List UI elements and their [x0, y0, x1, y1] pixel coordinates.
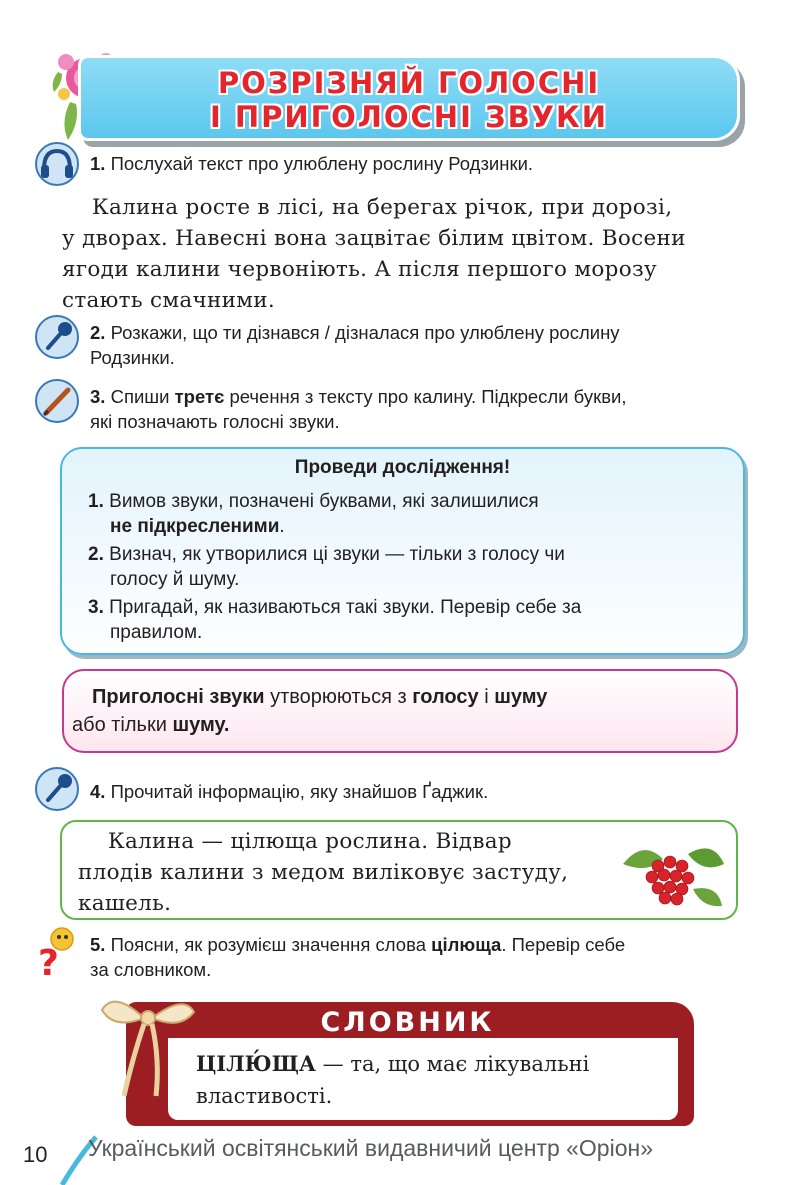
research-item-3	[88, 595, 728, 645]
research-box	[60, 447, 745, 655]
headphones-icon	[34, 141, 80, 187]
task-3-bold: третє	[174, 386, 225, 407]
rule-bold-4: шуму.	[172, 714, 230, 736]
pen-icon	[34, 378, 80, 424]
viburnum-berries-image	[618, 834, 728, 910]
rule-box	[62, 669, 738, 753]
research-item-1-tail: .	[279, 516, 285, 537]
page-number: 10	[23, 1142, 48, 1167]
rule-bold-3: шуму	[494, 686, 548, 708]
rule-bold-1: Приголосні звуки	[92, 686, 265, 708]
research-title: Проведи дослідження!	[294, 457, 511, 478]
research-item-1-number: 1.	[88, 491, 104, 512]
task-1-number: 1.	[90, 153, 106, 174]
dictionary-definition-line1: — та, що має лікувальні	[322, 1052, 590, 1076]
research-item-3-number: 3.	[88, 597, 104, 618]
rule-text-3: або тільки	[72, 714, 167, 736]
microphone-icon	[34, 766, 80, 812]
research-item-1	[88, 489, 728, 539]
task-4-text: Прочитай інформацію, яку знайшов Ґаджик.	[110, 781, 489, 802]
research-item-3-line2: правилом.	[110, 622, 203, 643]
research-item-2-text: Визнач, як утворилися ці звуки — тільки з голосу чи	[109, 544, 565, 565]
task-5-post: . Перевір себе	[501, 934, 626, 955]
story-line-3: ягоди калини червоніють. А після першого морозу	[62, 257, 657, 282]
task-5-bold: цілюща	[431, 934, 502, 955]
dictionary-definition-line2: властивості.	[196, 1084, 333, 1108]
task-5-pre: Поясни, як розумієш значення слова	[110, 934, 426, 955]
dictionary-term: ЦІЛЮ́ЩА	[196, 1051, 316, 1076]
task-3-line2: які позначають голосні звуки.	[90, 411, 340, 432]
rule-text-2: і	[484, 686, 489, 708]
task-1	[90, 151, 533, 176]
task-3-post: речення з тексту про калину. Підкресли букви,	[229, 386, 627, 407]
microphone-icon	[34, 314, 80, 360]
page-title-line2: І ПРИГОЛОСНІ ЗВУКИ	[209, 100, 609, 134]
info-line-3: кашель.	[78, 891, 172, 916]
task-5-line2: за словником.	[90, 959, 212, 980]
research-item-2	[88, 542, 728, 592]
title-banner	[78, 55, 740, 141]
research-item-1-bold: не підкресленими	[110, 516, 280, 537]
story-line-4: стають смачними.	[62, 288, 276, 313]
task-2-line1: Розкажи, що ти дізнався / дізналася про улюблену рослину	[110, 322, 620, 343]
research-item-2-number: 2.	[88, 544, 104, 565]
task-2	[90, 320, 620, 345]
task-5	[90, 932, 625, 957]
task-2-number: 2.	[90, 322, 106, 343]
task-1-text: Послухай текст про улюблену рослину Родзинки.	[110, 153, 534, 174]
task-3-number: 3.	[90, 386, 106, 407]
publisher-name: Український освітянський видавничий центр «Оріон»	[88, 1135, 653, 1161]
research-item-3-text: Пригадай, як називаються такі звуки. Перевір себе за	[109, 597, 582, 618]
task-2-line2: Родзинки.	[90, 347, 175, 368]
task-5-number: 5.	[90, 934, 106, 955]
rule-bold-2: голосу	[412, 686, 479, 708]
page-title-line1: РОЗРІЗНЯЙ ГОЛОСНІ	[217, 66, 601, 100]
task-4-number: 4.	[90, 781, 106, 802]
info-box	[60, 820, 738, 920]
story-line-1: Калина росте в лісі, на берегах річок, при дорозі,	[92, 195, 673, 220]
ribbon-bow-icon	[94, 990, 204, 1100]
task-3	[90, 384, 627, 409]
task-3-pre: Спиши	[110, 386, 170, 407]
info-line-2: плодів калини з медом виліковує застуду,	[78, 860, 569, 885]
question-icon	[34, 925, 80, 979]
rule-text-1: утворюються з	[270, 686, 407, 708]
svg-text:?: ?	[38, 943, 59, 979]
task-4	[90, 779, 488, 804]
info-line-1: Калина — цілюща рослина. Відвар	[108, 829, 512, 854]
rule-text	[72, 683, 732, 739]
story-line-2: у дворах. Навесні вона зацвітає білим цвітом. Восени	[62, 226, 686, 251]
research-item-1-text: Вимов звуки, позначені буквами, які залишилися	[109, 491, 539, 512]
research-item-2-line2: голосу й шуму.	[110, 569, 240, 590]
dictionary-header: СЛОВНИК	[320, 1007, 495, 1038]
dictionary-card	[168, 1038, 678, 1120]
dictionary-entry	[196, 1048, 656, 1112]
